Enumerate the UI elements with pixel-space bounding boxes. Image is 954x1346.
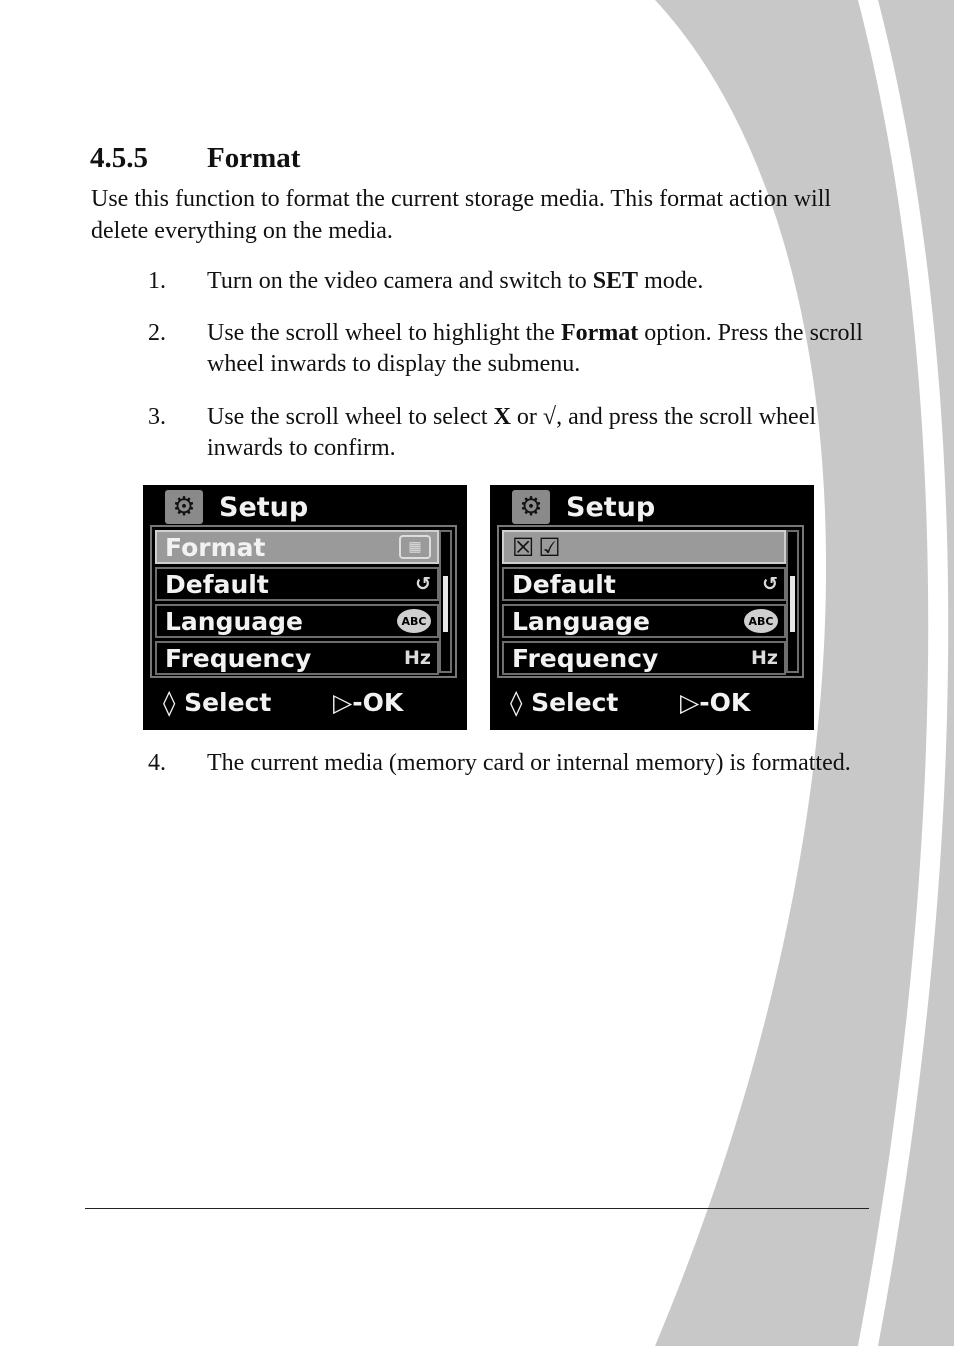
hz-icon: Hz	[751, 647, 778, 669]
abc-bubble-icon: ABC	[744, 609, 778, 633]
scrollbar-thumb[interactable]	[790, 576, 795, 632]
camera-screen-setup-menu	[143, 485, 467, 730]
setup-menu-list	[150, 525, 457, 678]
step-number: 4.	[148, 750, 166, 776]
step-number: 3.	[148, 404, 166, 430]
scrollbar-thumb[interactable]	[443, 576, 448, 632]
menu-item-language[interactable]	[155, 604, 439, 638]
gear-icon: ⚙	[512, 490, 550, 524]
step-text: The current media (memory card or internal memory) is formatted.	[207, 750, 851, 776]
step-text: Use the scroll wheel to highlight the Format option. Press the scroll wheel inwards to display the submenu.	[207, 320, 863, 377]
menu-item-label: Default	[512, 569, 616, 599]
footer-divider	[85, 1208, 869, 1209]
reset-icon: ↺	[762, 573, 778, 595]
screen-title: Setup	[219, 491, 309, 523]
select-hint: ◊ Select	[163, 688, 272, 717]
cancel-icon[interactable]: ☒	[512, 532, 535, 562]
menu-item-label: Frequency	[512, 643, 659, 673]
screen-header	[165, 488, 308, 526]
scroll-wheel-icon: ◊	[163, 688, 176, 717]
scroll-wheel-icon: ◊	[510, 688, 523, 717]
press-in-icon: ▷	[680, 688, 700, 717]
intro-paragraph: Use this function to format the current storage media. This format action will delete everything on the media.	[91, 186, 832, 244]
menu-item-frequency[interactable]	[155, 641, 439, 675]
abc-bubble-icon: ABC	[397, 609, 431, 633]
section-title: Format	[207, 142, 301, 174]
select-hint: ◊ Select	[510, 688, 619, 717]
menu-item-label: Language	[165, 606, 304, 636]
ok-hint: ▷-OK	[680, 688, 751, 717]
ok-hint: ▷-OK	[333, 688, 404, 717]
step-number: 2.	[148, 320, 166, 346]
menu-item-language[interactable]	[502, 604, 786, 638]
step-text: Turn on the video camera and switch to SET mode.	[207, 268, 704, 294]
menu-item-label: Frequency	[165, 643, 312, 673]
menu-item-default[interactable]	[155, 567, 439, 601]
menu-scrollbar[interactable]	[786, 530, 799, 673]
hz-icon: Hz	[404, 647, 431, 669]
camera-screen-format-submenu	[490, 485, 814, 730]
format-icon: ▦	[399, 535, 431, 559]
menu-item-format[interactable]	[155, 530, 439, 564]
press-in-icon: ▷	[333, 688, 353, 717]
menu-item-label: Default	[165, 569, 269, 599]
menu-scrollbar[interactable]	[439, 530, 452, 673]
step-text: Use the scroll wheel to select X or √, and press the scroll wheel inwards to confirm.	[207, 404, 817, 461]
menu-item-frequency[interactable]	[502, 641, 786, 675]
screen-title: Setup	[566, 491, 656, 523]
menu-item-label: Language	[512, 606, 651, 636]
screen-header	[512, 488, 655, 526]
gear-icon: ⚙	[165, 490, 203, 524]
cancel-confirm-icons	[512, 533, 561, 562]
menu-item-label: Format	[165, 532, 266, 562]
step-number: 1.	[148, 268, 166, 294]
format-confirm-row[interactable]	[502, 530, 786, 564]
reset-icon: ↺	[415, 573, 431, 595]
menu-item-default[interactable]	[502, 567, 786, 601]
confirm-check-icon[interactable]: ☑	[538, 532, 561, 562]
section-number: 4.5.5	[90, 142, 148, 174]
setup-menu-list	[497, 525, 804, 678]
